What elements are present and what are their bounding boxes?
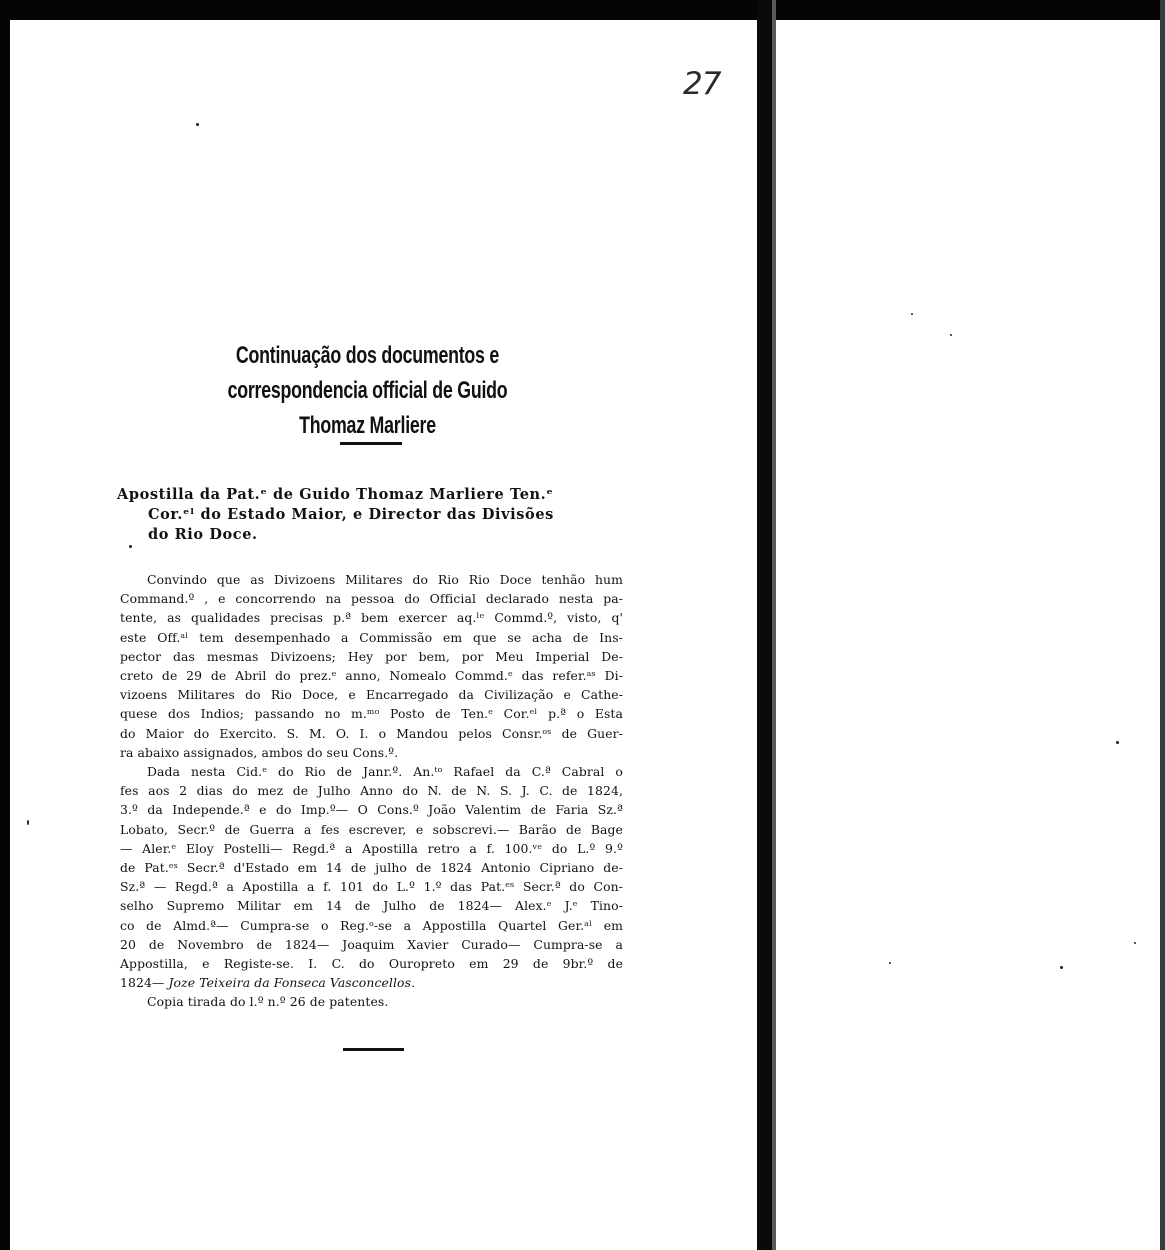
copy-note: Copia tirada do l.º n.º 26 de patentes. <box>147 994 389 1010</box>
scan-speck <box>889 962 891 964</box>
section-heading <box>117 485 617 545</box>
scan-speck <box>1060 966 1063 969</box>
book-spine-gutter <box>757 0 772 1250</box>
divider-rule-bottom <box>343 1048 404 1051</box>
body-line: Convindo que as Divizoens Militares do Rio Rio Doce tenhão hum <box>147 572 623 587</box>
body-line: Command.º , e concorrendo na pessoa do Official declarado nesta pa- <box>120 591 623 607</box>
body-line: co de Almd.ª— Cumpra-se o Reg.ᵒ-se a Appostilla Quartel Ger.ᵃˡ em <box>120 917 623 933</box>
heading-line-2: Cor.ᵉˡ do Estado Maior, e Director das Divisões <box>148 506 554 523</box>
page-title <box>177 338 558 443</box>
body-line: ra abaixo assignados, ambos do seu Cons.º. <box>120 744 399 760</box>
body-line-signature <box>120 973 623 992</box>
body-line: vizoens Militares do Rio Doce, e Encarregado da Civilização e Cathe- <box>120 687 623 703</box>
scan-speck <box>27 820 29 825</box>
body-line: selho Supremo Militar em 14 de Julho de 1824— Alex.ᵉ J.ᵉ Tino- <box>120 898 623 914</box>
title-line-1: Continuação dos documentos e correspondencia official de Guido <box>227 342 508 404</box>
body-line: Lobato, Secr.º de Guerra a fes escrever, e sobscrevi.— Barão de Bage <box>120 821 623 837</box>
heading-line-3: do Rio Doce. <box>148 526 258 543</box>
scan-speck <box>1134 942 1136 944</box>
body-line: este Off.ᵃˡ tem desempenhado a Commissão em que se acha de Ins- <box>120 629 623 645</box>
body-line: fes aos 2 dias do mez de Julho Anno do N. de N. S. J. C. de 1824, <box>120 783 623 799</box>
scan-speck <box>950 334 952 336</box>
body-line: de Pat.ᵉˢ Secr.ª d'Estado em 14 de julho de 1824 Antonio Cipriano de- <box>120 860 623 876</box>
body-line: Dada nesta Cid.ᵉ do Rio de Janr.º. An.ᵗᵒ Rafael da C.ª Cabral o <box>147 764 623 780</box>
body-line: — Aler.ᵉ Eloy Postelli— Regd.ª a Apostilla retro a f. 100.ᵛᵉ do L.º 9.º <box>120 840 623 856</box>
body-line: tente, as qualidades precisas p.ª bem exercer aq.ˡᵉ Commd.º, visto, q' <box>120 610 623 626</box>
body-line: 20 de Novembro de 1824— Joaquim Xavier Curado— Cumpra-se a <box>120 936 623 952</box>
title-line-2: Thomaz Marliere <box>299 412 436 439</box>
body-line: Sz.ª — Regd.ª a Apostilla a f. 101 do L.º 1.º das Pat.ᵉˢ Secr.ª do Con- <box>120 879 623 895</box>
signature-name: Joze Teixeira da Fonseca Vasconcellos. <box>168 975 416 991</box>
body-line: pector das mesmas Divizoens; Hey por bem, por Meu Imperial De- <box>120 648 623 664</box>
scan-right-edge <box>1160 0 1165 1250</box>
document-body <box>120 570 623 1012</box>
body-line: 3.º da Independe.ª e do Imp.º— O Cons.º João Valentim de Faria Sz.ª <box>120 802 623 818</box>
scan-speck <box>911 313 913 315</box>
scan-left-border <box>0 0 10 1250</box>
body-line: creto de 29 de Abril do prez.ᵉ anno, Nomealo Commd.ᵉ das refer.ᵃˢ Di- <box>120 668 623 684</box>
signature-date: 1824— <box>120 975 165 991</box>
body-line: quese dos Indios; passando no m.ᵐᵒ Posto de Ten.ᵉ Cor.ᵉˡ p.ª o Esta <box>120 706 623 722</box>
heading-line-1: Apostilla da Pat.ᵉ de Guido Thomaz Marliere Ten.ᵉ <box>117 486 554 503</box>
spine-shadow <box>772 0 776 1250</box>
scan-speck <box>196 123 199 126</box>
divider-rule-top <box>340 442 402 445</box>
body-line: Appostilla, e Registe-se. I. C. do Ouropreto em 29 de 9br.º de <box>120 956 623 972</box>
page-number: 27 <box>683 66 721 102</box>
body-line: do Maior do Exercito. S. M. O. I. o Mandou pelos Consr.ᵒˢ de Guer- <box>120 725 623 741</box>
scan-speck <box>1116 741 1119 744</box>
scan-speck <box>129 545 132 548</box>
scan-top-border <box>0 0 1165 20</box>
